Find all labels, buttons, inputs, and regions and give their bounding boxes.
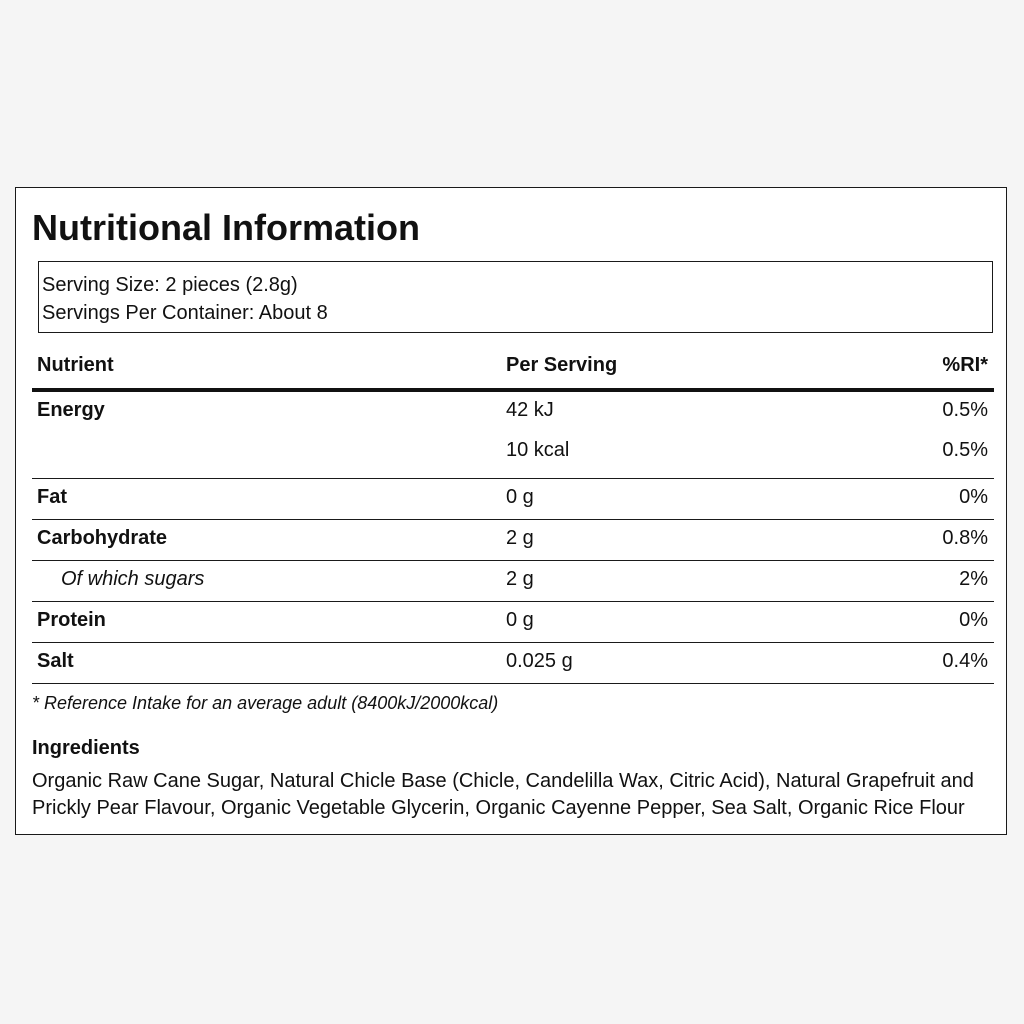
nutrition-label: [15, 187, 1007, 835]
nutrition-table: [32, 342, 994, 684]
table-row: [32, 561, 994, 602]
table-header: [32, 342, 994, 392]
energy-kj-ri: 0.5%: [942, 399, 988, 421]
nutrient-name: Salt: [37, 650, 74, 672]
per-serving-value: 0 g: [506, 486, 534, 508]
ingredients-title: Ingredients: [32, 737, 140, 759]
table-row: [32, 520, 994, 561]
nutrient-sub-name: Of which sugars: [61, 568, 205, 590]
ri-value: 0.4%: [942, 650, 988, 672]
table-row: [32, 479, 994, 520]
per-serving-value: 0 g: [506, 609, 534, 631]
nutrient-name: Energy: [37, 399, 105, 421]
serving-size: Serving Size: 2 pieces (2.8g): [42, 274, 298, 296]
per-serving-value: 2 g: [506, 568, 534, 590]
serving-info-box: [38, 261, 993, 333]
ri-value: 0%: [959, 486, 988, 508]
table-row: [32, 602, 994, 643]
nutrient-name: Protein: [37, 609, 106, 631]
per-serving-value: 0.025 g: [506, 650, 573, 672]
header-ri: %RI*: [942, 354, 988, 376]
nutrient-name: Fat: [37, 486, 67, 508]
page-title: Nutritional Information: [32, 207, 420, 248]
header-nutrient: Nutrient: [37, 354, 114, 376]
table-row: [32, 643, 994, 684]
energy-kcal-ri: 0.5%: [942, 439, 988, 461]
ri-value: 0.8%: [942, 527, 988, 549]
ri-value: 0%: [959, 609, 988, 631]
servings-per-container: Servings Per Container: About 8: [42, 302, 328, 324]
reference-intake-footnote: * Reference Intake for an average adult (8400kJ/2000kcal): [32, 693, 499, 713]
ingredients-text: Organic Raw Cane Sugar, Natural Chicle Base (Chicle, Candelilla Wax, Citric Acid), Natural Grapefruit and Prickly Pear Flavour, Organic Vegetable Glycerin, Organic Cayenne Pepper, Sea Salt, Organic Rice Flour: [32, 770, 974, 819]
energy-kj: 42 kJ: [506, 399, 554, 421]
energy-kcal: 10 kcal: [506, 439, 570, 461]
ri-value: 2%: [959, 568, 988, 590]
header-per-serving: Per Serving: [506, 354, 618, 376]
table-row-energy: [32, 392, 994, 479]
per-serving-value: 2 g: [506, 527, 534, 549]
nutrient-name: Carbohydrate: [37, 527, 168, 549]
